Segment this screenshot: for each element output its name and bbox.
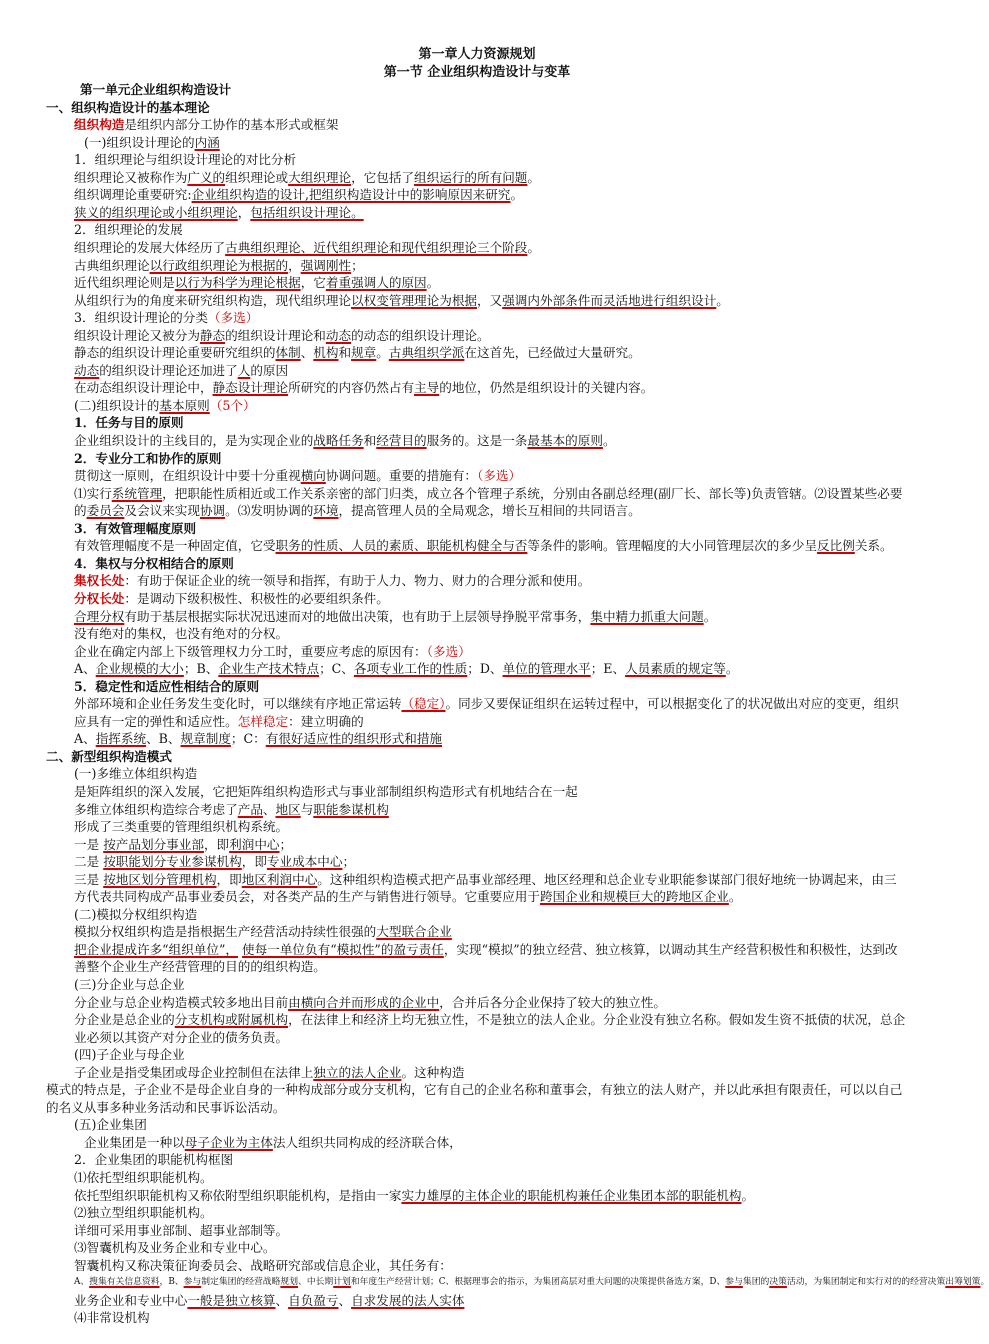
text-run: (五)企业集团 xyxy=(74,1117,147,1133)
underlined-text: 环境 xyxy=(313,503,339,519)
paragraph xyxy=(46,730,908,748)
underlined-text: 动态 xyxy=(74,362,100,378)
text-run: 分企业与总企业构造模式较多地出目前 xyxy=(74,994,289,1010)
text-run: 有助于基层根据实际状况迅速而对的地做出决策，也有助于上层领导挣脱平常事务， xyxy=(124,608,591,624)
text-run: ，B、 xyxy=(159,1277,184,1288)
underlined-text: 规章制度 xyxy=(180,731,231,747)
text-run: 组织设计理论又被分为 xyxy=(74,327,200,343)
text-run: 模式的特点是，子企业不是母企业自身的一种构成部分或分支机构，它有自己的企业名称和董事会，有独立的法人财产，并以此承担有限责任，可以以自己的名义从事多种业务活动和民事诉讼活动。 xyxy=(46,1082,903,1115)
text-run: 多维立体组织构造综合考虑了 xyxy=(74,801,238,817)
text-run: ，它 xyxy=(300,275,326,291)
text-run: 1．任务与目的原则 xyxy=(74,415,184,431)
text-run: A、 xyxy=(74,731,96,747)
text-run: ，提高管理人员的全局观念，增长互相间的共同语言。 xyxy=(338,503,641,519)
text-run: 的组织设计理论还加进了 xyxy=(99,362,238,378)
text-run: 。 xyxy=(527,169,540,185)
paragraph-wrap xyxy=(46,1011,908,1046)
p-definition xyxy=(46,116,908,134)
text-run: 二是 xyxy=(74,854,104,870)
text-run: 组织理论的发展大体经历了 xyxy=(74,240,226,256)
underlined-text: 把企业提成许多“组织单位”， xyxy=(74,941,239,957)
text-run: A、 xyxy=(74,1277,90,1288)
text-run: 。这种构造 xyxy=(401,1064,465,1080)
text-run: (一)组织设计理论的 xyxy=(84,134,195,150)
underlined-text: 最基本的原则 xyxy=(527,433,603,449)
text-run: 外部环境和企业任务发生变化时，可以继续有序地正常运转 xyxy=(74,696,402,712)
text-run: 。 xyxy=(602,433,616,449)
p-sub-2 xyxy=(46,397,908,415)
paragraph xyxy=(46,362,908,380)
paragraph xyxy=(46,572,908,590)
underlined-text: 静态设计理论 xyxy=(212,380,289,396)
underlined-text: 企业生产技术特点 xyxy=(218,661,320,677)
paragraph xyxy=(46,836,908,854)
underlined-text: 产品 xyxy=(237,801,263,817)
text-run: 1．组织理论与组织设计理论的对比分析 xyxy=(74,152,297,168)
text-run: 依托型组织职能机构又称依附型组织职能机构，是指由一家 xyxy=(74,1187,402,1203)
text-run: 、中长期 xyxy=(298,1277,334,1288)
underlined-text: 独立的法人企业 xyxy=(313,1064,402,1080)
paragraph-wrap xyxy=(46,871,908,906)
text-run: 静态的组织设计理论重要研究组织的 xyxy=(74,345,276,361)
underlined-text: 跨国企业和规模巨大的跨地区企业 xyxy=(539,889,729,905)
p-item-1 xyxy=(46,151,908,169)
text-run: 组织理论又被称作为 xyxy=(74,169,188,185)
text-run: ，合并后各分企业保持了较大的独立性。 xyxy=(439,994,666,1010)
p-sub xyxy=(46,1046,908,1064)
text-run: 组织理论 xyxy=(225,169,276,185)
underlined-text: 静态 xyxy=(199,327,226,343)
text-run: 的组织设计理论和 xyxy=(225,327,326,343)
underlined-text: 以权变管理理论为根据 xyxy=(351,292,477,308)
underlined-text: 自求发展的法人实体 xyxy=(351,1292,465,1308)
underlined-text: 母子企业为主体 xyxy=(184,1134,273,1150)
underlined-text: 广义的 xyxy=(187,169,226,185)
text-run: (三)分企业与总企业 xyxy=(74,976,185,992)
underlined-text: 搜集有关信息资料 xyxy=(89,1277,160,1288)
paragraph xyxy=(46,344,908,362)
principle-heading xyxy=(46,414,908,432)
text-run: 没有绝对的集权，也没有绝对的分权。 xyxy=(74,626,289,642)
underlined-text: 古典组织学派 xyxy=(388,345,465,361)
text-run: 近代组织理论则是 xyxy=(74,275,175,291)
underlined-text: 内涵 xyxy=(194,134,220,150)
underlined-text: 利润中心 xyxy=(229,836,280,852)
text-run: 。同步又要保证组织在运转过程中，可以根据变化了的状况做出对应的变更，组织应具有一定的弹性和适应性。 xyxy=(74,696,899,729)
underlined-text: 反比例 xyxy=(817,538,855,554)
underlined-text: 主导 xyxy=(414,380,440,396)
paragraph xyxy=(46,818,908,836)
text-run: 一、组织构造设计的基本理论 xyxy=(46,99,210,115)
text-run: 集权长处 xyxy=(74,573,125,589)
underlined-text: 地区 xyxy=(275,801,301,817)
p-item xyxy=(46,1151,908,1169)
text-run: 及会议来实现 xyxy=(124,503,200,519)
text-run: ：是调动下级积极性、积极性的必要组织条件。 xyxy=(124,590,389,606)
underlined-text: 以行政组织理论为根据的 xyxy=(149,257,289,273)
text-run: ；C： xyxy=(230,731,266,747)
text-run: 在动态组织设计理论中， xyxy=(74,380,213,396)
text-run: 的原因 xyxy=(250,362,289,378)
text-run: 组织调理论重要研究: xyxy=(74,187,192,203)
text-run: 活动，为集团制定和实行对的的经营决策 xyxy=(786,1277,946,1288)
text-run: 和 xyxy=(338,345,352,361)
paragraph-wrap xyxy=(46,537,908,555)
text-run: 、B、 xyxy=(146,731,181,747)
underlined-text: 自负盈亏 xyxy=(288,1292,339,1308)
text-run: 3．有效管理幅度原则 xyxy=(74,520,197,536)
underlined-text: 地区利润中心 xyxy=(241,871,318,887)
underlined-text: 基本原则 xyxy=(159,397,210,413)
principle-heading xyxy=(46,520,908,538)
text-run: 有效管理幅度不是一种固定值，它受 xyxy=(74,538,276,554)
text-run: A、 xyxy=(74,661,96,677)
principle-heading xyxy=(46,450,908,468)
text-run: 。 xyxy=(426,275,440,291)
underlined-text: 计划 xyxy=(333,1277,351,1288)
text-run: 组织构造 xyxy=(74,117,125,133)
text-run: 。这种组织构造模式把产品事业部经理、地区经理和总企业专业职能参谋部门很好地统一协调起来，由三方代表共同构成产品事业委员会，对各类产品的生产与销售进行领导。它重要应用于 xyxy=(74,871,897,905)
text-run: ；D、 xyxy=(467,661,503,677)
paragraph xyxy=(46,923,908,941)
text-run: 、 xyxy=(300,345,314,361)
underlined-text: 体制 xyxy=(275,345,301,361)
text-run: 协调问题。重要的措施有： xyxy=(325,468,477,484)
paragraph xyxy=(46,608,908,626)
text-run: (一)多维立体组织构造 xyxy=(74,766,198,782)
p-item-2 xyxy=(46,221,908,239)
underlined-text: 狭义的组织理论或小组织理论 xyxy=(74,204,238,220)
text-run: 三是 xyxy=(74,871,104,887)
text-run: 是 xyxy=(124,117,137,133)
underlined-text: 实力雄厚的主体企业的职能机构兼任企业集团本部的职能机构 xyxy=(401,1187,742,1203)
p-sub xyxy=(46,976,908,994)
text-run: ，它包括了 xyxy=(351,169,415,185)
underlined-text: 人员素质的规定等 xyxy=(625,661,726,677)
text-run: ，即 xyxy=(241,854,267,870)
text-run: 制定集团的经营战略 xyxy=(201,1277,281,1288)
text-run: 。 xyxy=(980,1277,989,1288)
paragraph xyxy=(46,1309,908,1327)
underlined-text: 以行为科学为理论根据 xyxy=(174,275,301,291)
text-run: ⑴依托型组织职能机构。 xyxy=(74,1170,213,1185)
text-run: 关系。 xyxy=(854,538,893,554)
paragraph xyxy=(46,186,908,204)
text-run: 二、新型组织构造模式 xyxy=(46,748,172,764)
document-page xyxy=(46,46,989,1327)
underlined-text: 按职能划分专业参谋机构 xyxy=(103,854,242,870)
paragraph xyxy=(46,660,908,678)
paragraph xyxy=(46,1169,908,1187)
underlined-text: 人 xyxy=(237,362,251,378)
paragraph xyxy=(46,1187,908,1205)
text-run: 角度 xyxy=(149,292,175,308)
paragraph-wrap xyxy=(46,941,908,976)
p-heading-2 xyxy=(46,748,908,766)
text-run: 法人组织共同构成的经济联合体， xyxy=(272,1134,462,1150)
p-sub xyxy=(46,765,908,783)
paragraph xyxy=(46,1257,908,1275)
text-run: ⑵独立型组织职能机构。 xyxy=(74,1205,213,1221)
text-run: 5．稳定性和适应性相结合的原则 xyxy=(74,678,260,694)
underlined-text: 委员会 xyxy=(86,503,125,519)
underlined-text: 规划 xyxy=(280,1277,299,1288)
unit-heading: 第一单元企业组织构造设计 xyxy=(80,82,232,98)
text-run: 组织内部分工协作的基本形式或框架 xyxy=(136,117,339,133)
text-run: 所研究的内容仍然占有 xyxy=(288,380,415,396)
text-run: （5个） xyxy=(209,397,256,413)
chapter-title: 第一章人力资源规划 xyxy=(418,47,536,62)
text-run: ⑶智囊机构及业务企业和专业中心。 xyxy=(74,1240,276,1256)
paragraph xyxy=(46,783,908,801)
underlined-text: 机构 xyxy=(313,345,339,361)
text-run: ； xyxy=(351,257,364,273)
underlined-text: 系统管理 xyxy=(111,485,163,501)
text-run: 业务企业和专业中心 xyxy=(74,1292,188,1308)
text-run: 企业集团是一种以 xyxy=(84,1134,185,1150)
text-run: 4．集权与分权相结合的原则 xyxy=(74,555,234,571)
underlined-text: 企业规模的大小 xyxy=(95,661,184,677)
text-run: ； xyxy=(279,836,293,852)
text-run: 。⑶发明协调的 xyxy=(225,503,314,519)
paragraph xyxy=(46,1222,908,1240)
text-run: 、 xyxy=(338,1292,352,1308)
p-sub xyxy=(46,1116,908,1134)
underlined-text: 专业成本中心 xyxy=(266,854,343,870)
underlined-text: 着重强调人的原因 xyxy=(325,275,427,291)
underlined-text: 规章 xyxy=(351,345,377,361)
text-run: ：建立明确的 xyxy=(288,713,364,729)
text-run: ，即 xyxy=(216,871,242,887)
text-run: 模拟分权组织构造是指根据生产经营活动持续性很强的 xyxy=(74,924,377,940)
paragraph xyxy=(46,643,908,661)
text-run: ；E、 xyxy=(590,661,626,677)
underlined-text: 强调内外部条件而灵活地进行组织设计 xyxy=(502,292,717,308)
text-run: 的地位，仍然是组织设计的关键内容。 xyxy=(439,380,654,396)
paragraph xyxy=(46,432,908,450)
text-run: 。 xyxy=(741,1187,755,1203)
underlined-text: 职能参谋机构 xyxy=(313,801,389,817)
text-run: ⑴实行 xyxy=(74,485,112,501)
text-run: 在这首先，已经做过大量研究。 xyxy=(464,345,641,361)
text-run: ，在法律上和经济上均无独立性，不是独立的法人企业。分企业没有独立名称。假如发生资不抵债的状况，总企业必须以其资产对分企业的债务负责。 xyxy=(74,1012,906,1045)
paragraph xyxy=(46,204,908,222)
paragraph xyxy=(46,239,908,257)
text-run: 服务的。这是一条 xyxy=(426,433,528,449)
text-run: 企业在确定内部上下级管理权力分工时，重要应考虑的原因有： xyxy=(74,643,427,659)
paragraph xyxy=(46,1204,908,1222)
paragraph xyxy=(46,257,908,275)
text-run: 、 xyxy=(262,801,276,817)
underlined-text: 横向 xyxy=(300,468,326,484)
text-run: 2．企业集团的职能机构框图 xyxy=(74,1152,234,1168)
text-run: 等条件的影响。管理幅度的大小同管理层次的多少呈 xyxy=(527,538,818,554)
text-run: 从组织行为的 xyxy=(74,292,150,308)
paragraph xyxy=(46,853,908,871)
underlined-text: 企业组织构造的设计,把组织构造设计中的影响原因来研究 xyxy=(191,187,511,203)
text-run: ；B、 xyxy=(183,661,219,677)
text-run: 。 xyxy=(376,345,389,361)
paragraph xyxy=(46,379,908,397)
text-run: 古典组织理论 xyxy=(74,257,150,273)
paragraph xyxy=(46,1064,908,1082)
text-run: 一是 xyxy=(74,836,104,852)
text-run: 和 xyxy=(363,433,377,449)
underlined-text: 协调 xyxy=(199,503,226,519)
text-run: 形成了三类重要的管理组织机构系统。 xyxy=(74,819,289,835)
underlined-text: 经营目的 xyxy=(376,433,427,449)
paragraph xyxy=(46,274,908,292)
underlined-text: 一般是独立核算 xyxy=(187,1292,276,1308)
text-run: ， xyxy=(237,204,251,220)
underlined-text: （稳定） xyxy=(401,696,446,712)
text-run: ：有助于保证企业的统一领导和指挥，有助于人力、物力、财力的合理分派和使用。 xyxy=(124,573,591,589)
text-run: 企业组织设计的主线目的，是为实现企业的 xyxy=(74,433,314,449)
text-run: ，实现“模拟”的独立经营、独立核算，以调动其生产经营积极性和积极性，达到改善整个企业生产经营管理的目的的组织构造。 xyxy=(74,941,898,975)
text-run: （多选） xyxy=(426,643,471,659)
text-run: ⑷非常设机构 xyxy=(74,1310,150,1326)
text-run: 或 xyxy=(275,169,289,185)
text-run: 。 xyxy=(527,240,540,256)
paragraph xyxy=(46,327,908,345)
principle-heading xyxy=(46,678,908,696)
text-run: 。 xyxy=(703,608,717,624)
text-run: 。 xyxy=(510,187,524,203)
paragraph-wrap xyxy=(46,1081,908,1116)
text-run: 集团的 xyxy=(742,1277,770,1288)
p-sub-1 xyxy=(46,134,908,152)
underlined-text: 强调刚性 xyxy=(300,257,352,273)
text-run: ； xyxy=(342,854,356,870)
underlined-text: 按产品划分事业部 xyxy=(103,836,204,852)
p-sub xyxy=(46,906,908,924)
text-run: 分企业是总企业的 xyxy=(74,1012,175,1028)
text-run: 。 xyxy=(725,661,739,677)
underlined-text: 有很好适应性的组织形式和措施 xyxy=(265,731,443,747)
text-run: 贯彻这一原则，在组织设计中要十分重视 xyxy=(74,468,301,484)
paragraph-wrap xyxy=(46,1292,908,1310)
text-run: 怎样稳定 xyxy=(237,713,289,729)
paragraph xyxy=(46,1239,908,1257)
text-run: ；C、 xyxy=(319,661,354,677)
text-run: （多选） xyxy=(477,468,522,484)
text-run: 、 xyxy=(275,1292,289,1308)
text-run: 和年度生产经营计划；C、根据理事会的指示，为集团高层对重大问题的决策提供备选方案，D、 xyxy=(350,1277,726,1288)
text-run: (二)组织设计的 xyxy=(74,397,160,413)
text-run: 智囊机构又称决策征询委员会、战略研究部或信息企业，其任务有： xyxy=(74,1257,452,1273)
underlined-text: 参与 xyxy=(725,1277,743,1288)
text-run: 详细可采用事业部制、超事业部制等。 xyxy=(74,1222,289,1238)
text-run: 2．组织理论的发展 xyxy=(74,222,183,238)
underlined-text: 指挥系统 xyxy=(95,731,147,747)
text-run: 3．组织设计理论的分类 xyxy=(74,310,208,326)
paragraph xyxy=(46,1274,989,1292)
principle-heading xyxy=(46,555,908,573)
underlined-text: 参与 xyxy=(183,1277,202,1288)
text-run: ， xyxy=(288,257,301,273)
underlined-text: 由横向合并而形成的企业中 xyxy=(288,994,440,1010)
underlined-text: 各项专业工作的性质 xyxy=(353,661,468,677)
underlined-text: 动态 xyxy=(325,327,352,343)
text-run: 是矩阵组织的深入发展，它把矩阵组织构造形式与事业部制组织构造形式有机地结合在一起 xyxy=(74,783,578,799)
p-item-3 xyxy=(46,309,908,327)
text-run: (四)子企业与母企业 xyxy=(74,1047,185,1063)
underlined-text: 决策 xyxy=(769,1277,787,1288)
text-run: 。 xyxy=(716,292,729,308)
paragraph xyxy=(46,994,908,1012)
underlined-text: 出筹划策 xyxy=(945,1277,981,1288)
paragraph xyxy=(46,625,908,643)
paragraph xyxy=(46,467,908,485)
text-run: 分权长处 xyxy=(74,590,125,606)
text-run: 的动态的组织设计理论。 xyxy=(351,327,490,343)
underlined-text: 大组织理论 xyxy=(288,169,352,185)
underlined-text: 分支机构或附属机构 xyxy=(174,1012,289,1028)
text-run: (二)模拟分权组织构造 xyxy=(74,906,198,922)
paragraph xyxy=(46,801,908,819)
underlined-text: 战略任务 xyxy=(313,433,364,449)
underlined-text: 使每一单位负有“模拟性”的盈亏责任 xyxy=(242,941,444,957)
text-run: 子企业是指受集团或母企业控制但在法律上 xyxy=(74,1064,314,1080)
paragraph xyxy=(46,590,908,608)
text-run: ，把职能性质相近或工作关系亲密的部门归类，成立各个管理子系统，分别由各副总经理(副厂长、部长等)负责管辖。⑵设置某些必要的 xyxy=(74,485,903,519)
paragraph-wrap xyxy=(46,695,908,730)
underlined-text: 单位的管理水平 xyxy=(502,661,591,677)
paragraph xyxy=(46,169,908,187)
text-run: 来研究组织构造，现代组织理论 xyxy=(174,292,352,308)
section-title: 第一节 企业组织构造设计与变革 xyxy=(383,64,571,80)
text-run: 与 xyxy=(300,801,314,817)
text-run: （多选） xyxy=(207,310,259,326)
underlined-text: 职务的性质、人员的素质、职能机构健全与否 xyxy=(275,538,528,554)
underlined-text: 合理分权 xyxy=(74,608,125,624)
paragraph xyxy=(46,1134,908,1152)
underlined-text: 包括组织设计理论。 xyxy=(250,204,364,220)
paragraph xyxy=(46,292,908,310)
underlined-text: 古典组织理论、近代组织理论和现代组织理论三个阶段 xyxy=(225,240,528,256)
p-heading-1 xyxy=(46,99,908,117)
text-run: ，又 xyxy=(477,292,503,308)
paragraph-wrap xyxy=(46,485,908,520)
underlined-text: 大型联合企业 xyxy=(376,924,452,940)
text-run: 。 xyxy=(728,889,742,905)
underlined-text: 按地区划分管理机构 xyxy=(103,871,217,887)
underlined-text: 集中精力抓重大问题 xyxy=(590,608,704,624)
underlined-text: 组织运行的所有问题 xyxy=(414,169,528,185)
text-run: 2．专业分工和协作的原则 xyxy=(74,450,222,466)
text-run: ，即 xyxy=(203,836,230,852)
